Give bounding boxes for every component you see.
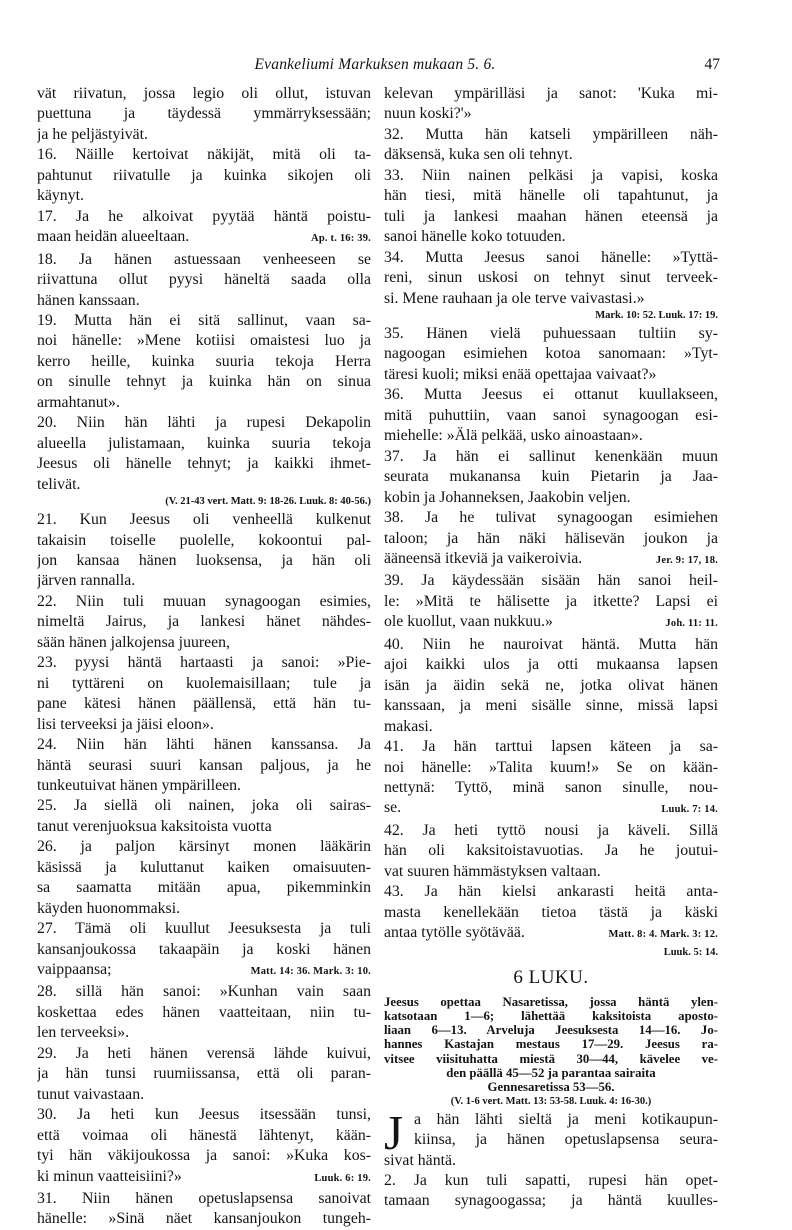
text-line: telivät. — [37, 475, 81, 493]
text-line: nettynä: Tyttö, minä sanon sinulle, nou- — [384, 778, 718, 796]
text-line: 28. sillä hän sanoi: »Kunhan vain saan — [37, 983, 371, 1001]
text-line — [384, 923, 718, 945]
text-line: tunkeutuivat hänen ympärilleen. — [37, 776, 241, 794]
page-number: 47 — [704, 56, 720, 73]
text-line: isän ja äidin sekä ne, jotka olivat hänen — [384, 676, 718, 694]
text-line: däksensä, kuka sen oli tehnyt. — [384, 146, 573, 164]
text-line — [37, 1167, 371, 1189]
text-line: masta kenellekään tietoa tästä ja käski — [384, 903, 718, 921]
text-line: riivattuna ollut pyysi häneltä saada olla — [37, 271, 371, 289]
inline-reference: Ap. t. 16: 39. — [311, 233, 371, 245]
text-line: puettuna ja täydessä ymmärryksessään; — [37, 105, 371, 123]
text-line: hänen kanssaan. — [37, 291, 140, 309]
text-line: 34. Mutta Jeesus sanoi hänelle: »Tyttä- — [384, 248, 718, 266]
text-line: 2. Ja kun tuli sapatti, rupesi hän opet- — [384, 1172, 718, 1190]
text-line: 42. Ja heti tyttö nousi ja käveli. Sillä — [384, 821, 718, 839]
summary-line: Jeesus opettaa Nasaretissa, jossa häntä ylen- — [384, 994, 718, 1009]
text-line: 29. Ja heti hänen verensä lähde kuivui, — [37, 1044, 371, 1062]
text-line: mitä puhuttiin, vaan sanoi synagoogan esi- — [384, 406, 718, 424]
verse-text: ki minun vaatteisiini?» — [37, 1167, 182, 1185]
text-line: 22. Niin tuli muuan synagoogan esimies, — [37, 592, 371, 610]
text-line: 37. Ja hän ei sallinut kenenkään muun — [384, 447, 718, 465]
inline-reference: Luuk. 6: 19. — [314, 1172, 371, 1184]
text-line: vät riivatun, jossa legio oli ollut, istuvan — [37, 85, 371, 102]
verse-text: vaippaansa; — [37, 961, 112, 979]
dropcap-letter: J — [384, 1104, 404, 1160]
text-line: tyi hän väkijoukossa ja sanoi: »Kuka kos- — [37, 1147, 371, 1165]
text-line: 32. Mutta hän katseli ympärilleen näh- — [384, 125, 718, 143]
text-line: 16. Näille kertoivat näkijät, mitä oli ta- — [37, 146, 371, 164]
text-line: ajoi kaikki ulos ja otti mukaansa lapsen — [384, 656, 718, 674]
text-line: 39. Ja käydessään sisään hän sanoi heil- — [384, 572, 718, 590]
chapter-crossref: (V. 1-6 vert. Matt. 13: 53-58. Luuk. 4: 16-30.) — [450, 1095, 652, 1107]
right-column — [384, 84, 718, 1212]
text-line: alueella julistamaan, kuinka suuria tekoja — [37, 434, 371, 452]
chapter-title: 6 LUKU. — [513, 966, 589, 988]
text-line: 17. Ja he alkoivat pyytää häntä poistu- — [37, 207, 371, 225]
text-line: tunut vaivastaan. — [37, 1085, 145, 1103]
text-line: 25. Ja siellä oli nainen, joka oli sairas- — [37, 797, 371, 815]
summary-line: den päällä 45—52 ja parantaa sairaita — [446, 1066, 656, 1081]
cross-reference: Luuk. 5: 14. — [663, 946, 718, 958]
verse-text: se. — [384, 799, 402, 817]
text-line: tamaan synagoogassa; ja häntä kuulles- — [384, 1192, 718, 1210]
text-line — [384, 549, 718, 571]
verse-text: ole kuollut, vaan nukkuu.» — [384, 613, 553, 631]
text-line: Jeesus oli hänelle tehnyt; ja kaikki ihmet- — [37, 455, 371, 473]
text-line: seurata mukanansa kuin Pietarin ja Jaa- — [384, 468, 718, 486]
text-line: nagoogan esimiehen kotoa sanomaan: »Tyt- — [384, 345, 718, 363]
text-line: 40. Niin he nauroivat häntä. Mutta hän — [384, 635, 718, 653]
text-line: 24. Niin hän lähti hänen kanssansa. Ja — [37, 736, 371, 754]
verse-text: ääneensä itkeviä ja vaikeroivia. — [384, 549, 583, 567]
text-line: sään hänen jalkojensa juureen, — [37, 633, 230, 651]
text-line: 31. Niin hänen opetuslapsensa sanoivat — [37, 1190, 371, 1208]
text-line: tuli ja lankesi maahan hänen eteensä ja — [384, 207, 718, 225]
text-line: käynyt. — [37, 187, 84, 205]
text-line: kelevan ympärilläsi ja sanot: 'Kuka mi- — [384, 85, 718, 102]
left-column — [37, 84, 371, 1230]
inline-reference: Matt. 14: 36. Mark. 3: 10. — [250, 966, 371, 978]
text-line: takaisin toiselle puolelle, kokoontui pal- — [37, 531, 371, 549]
text-line: pahtunut riivatulle ja kuinka sikojen oli — [37, 166, 371, 184]
running-title: Evankeliumi Markuksen mukaan 5. 6. — [254, 56, 496, 73]
text-line: ja he peljästyivät. — [37, 125, 148, 143]
chapter-continuation — [384, 1151, 718, 1212]
text-line: 30. Ja heti kun Jeesus itsessään tunsi, — [37, 1106, 371, 1124]
text-line: reni, sinun uskosi on tehnyt sinut terveek- — [384, 269, 718, 287]
inline-reference: Jer. 9: 17, 18. — [655, 554, 718, 566]
text-line: käsissä ja kuluttanut kaiken omaisuuten- — [37, 858, 371, 876]
text-line: kanssaan, ja meni sisälle sinne, missä lapsi — [384, 697, 718, 715]
inline-reference: Matt. 8: 4. Mark. 3: 12. — [608, 929, 718, 941]
verse-text: maan heidän alueeltaan. — [37, 228, 190, 246]
text-line: lisi terveeksi ja jäisi eloon». — [37, 715, 214, 733]
opening-line-2: kiinsa, ja hänen opetuslapsensa seura- — [414, 1131, 718, 1149]
text-line: taloon; ja hän näki hälisevän joukon ja — [384, 529, 718, 547]
summary-line: Gennesaretissa 53—56. — [487, 1080, 615, 1095]
text-line: on sinulle tehnyt ja kuinka hän on sinua — [37, 373, 371, 391]
inline-reference: Joh. 11: 11. — [665, 618, 718, 630]
summary-line: vitsee viisituhatta miestä 30—44, kävelee ve- — [384, 1051, 718, 1066]
text-line: ja hän tunsi ruumiissansa, että oli paran- — [37, 1065, 371, 1083]
text-line: makasi. — [384, 717, 433, 735]
text-line: 36. Mutta Jeesus ei ottanut kuullakseen, — [384, 386, 718, 404]
text-line — [37, 227, 371, 249]
text-line: pane kätesi hänen päällensä, että hän tu- — [37, 695, 371, 713]
text-line — [37, 960, 371, 982]
text-line — [384, 798, 718, 820]
summary-line: katsotaan 1—6; lähettää kaksitoista aposto- — [384, 1008, 718, 1023]
text-line: armahtanut». — [37, 393, 120, 411]
text-line: 19. Mutta hän ei sitä sallinut, vaan sa- — [37, 311, 371, 329]
text-line: le: »Mitä te hälisette ja itkette? Lapsi ei — [384, 592, 718, 610]
text-line: 41. Ja hän tarttui lapsen käteen ja sa- — [384, 738, 718, 756]
text-line: 20. Niin hän lähti ja rupesi Dekapolin — [37, 414, 371, 432]
cross-reference: (V. 21-43 vert. Matt. 9: 18-26. Luuk. 8: 40-56.) — [165, 496, 371, 508]
text-line: sivat häntä. — [384, 1151, 456, 1169]
cross-reference: Mark. 10: 52. Luuk. 17: 19. — [595, 309, 718, 321]
text-line: kobin ja Johanneksen, Jaakobin veljen. — [384, 488, 631, 506]
text-line: 33. Niin nainen pelkäsi ja vapisi, koska — [384, 166, 718, 184]
text-line: len terveeksi». — [37, 1024, 130, 1042]
text-line: kansanjoukossa takaapäin ja koski hänen — [37, 940, 371, 958]
text-line: 23. pyysi häntä hartaasti ja sanoi: »Pie- — [37, 654, 371, 672]
text-line: noi hänelle: »Mene kotiisi omaistesi luo ja — [37, 332, 371, 350]
text-line: 26. ja paljon kärsinyt monen lääkärin — [37, 838, 371, 856]
text-line: täresi kuoli; miksi enää opettajaa vaivaat?» — [384, 365, 657, 383]
text-line: häntä seurasi suuri kansan paljous, ja he — [37, 756, 371, 774]
text-line: 38. Ja he tulivat synagoogan esimiehen — [384, 509, 718, 527]
summary-line: hannes Kastajan mestaus 17—29. Jeesus ra- — [384, 1037, 718, 1052]
text-line: koskettaa edes hänen vaatteitaan, niin tu- — [37, 1003, 371, 1021]
text-line: noi hänelle: »Talita kuum!» Se on kään- — [384, 758, 718, 776]
opening-line-1: a hän lähti sieltä ja meni kotikaupun- — [414, 1110, 718, 1128]
text-line: tanut verenjuoksua kaksitoista vuotta — [37, 817, 272, 835]
text-line: vat suuren hämmästyksen valtaan. — [384, 862, 601, 880]
text-line: 35. Hänen vielä puhuessaan tultiin sy- — [384, 324, 718, 342]
text-line — [384, 612, 718, 634]
text-line: nimeltä Jairus, ja lankesi hänet nähdes- — [37, 613, 371, 631]
text-line: 18. Ja hänen astuessaan venheeseen se — [37, 250, 371, 268]
summary-line: liaan 6—13. Arveluja Jeesuksesta 14—16. Jo- — [384, 1023, 718, 1038]
text-line: 21. Kun Jeesus oli venheellä kulkenut — [37, 511, 371, 529]
page-header — [30, 56, 720, 78]
text-line: si. Mene rauhaan ja ole terve vaivastasi.» — [384, 289, 645, 307]
text-line: ni tyttäreni on kuolemaisillaan; tule ja — [37, 674, 371, 692]
text-line: 27. Tämä oli kuullut Jeesuksesta ja tuli — [37, 920, 371, 938]
text-line: hän oli kaksitoistavuotias. Ja he joutui- — [384, 842, 718, 860]
text-line: että voimaa oli hänestä lähtenyt, kään- — [37, 1126, 371, 1144]
inline-reference: Luuk. 7: 14. — [661, 804, 718, 816]
text-line: 43. Ja hän kielsi ankarasti heitä anta- — [384, 883, 718, 901]
text-line: sa saamatta mitään apua, pikemminkin — [37, 879, 371, 897]
text-line: hänelle: »Sinä näet kansanjoukon tungeh- — [37, 1210, 371, 1228]
text-line: jon kansaa hänen luoksensa, ja hän oli — [37, 551, 371, 569]
text-line: hän tiesi, mitä hänelle oli tapahtunut, ja — [384, 187, 718, 205]
text-line: käyden huonommaksi. — [37, 899, 181, 917]
text-line: nuun koski?'» — [384, 105, 472, 123]
text-line: miehelle: »Älä pelkää, usko ainoastaan». — [384, 427, 643, 445]
text-line: sanoi hänelle koko totuuden. — [384, 228, 566, 246]
verse-text: antaa tytölle syötävää. — [384, 924, 525, 942]
chapter-summary — [384, 995, 718, 1095]
text-line: järven rannalla. — [37, 572, 136, 590]
text-line: kerro heille, kuinka suuria tekoja Herra — [37, 352, 371, 370]
right-column-verses — [384, 84, 718, 959]
